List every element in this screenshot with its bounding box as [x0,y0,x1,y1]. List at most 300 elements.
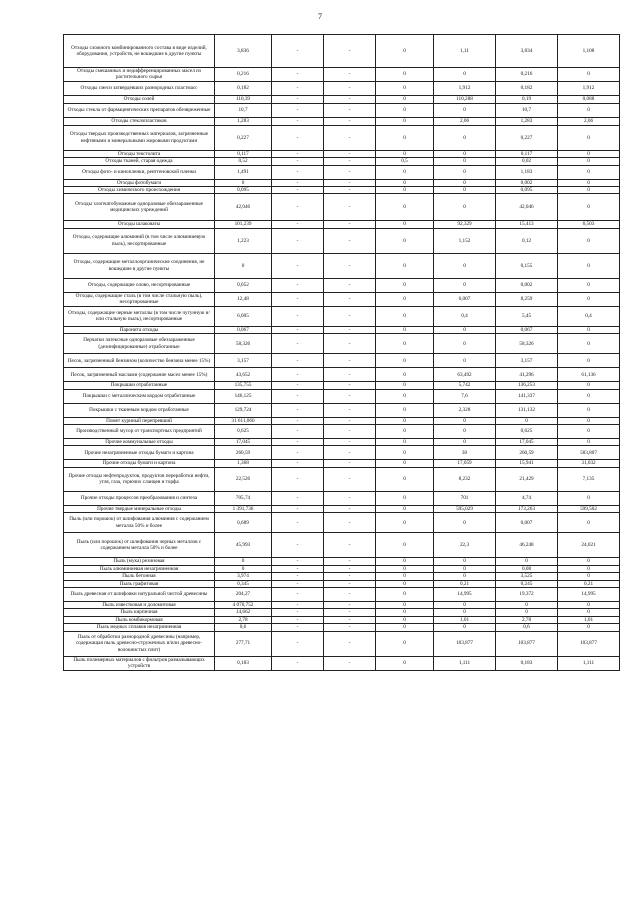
value-col-7-cell: 0 [558,558,620,565]
table-row [64,425,620,439]
value-col-5-cell: 22,3 [434,533,496,558]
table-row [64,580,620,587]
value-col-4-cell: 0 [376,103,434,117]
waste-name-cell: Прочие твердые минеральные отходы [64,505,215,512]
value-col-4-cell: 0 [376,425,434,439]
table-row [64,382,620,389]
value-col-3-cell: - [324,573,376,580]
value-col-4-cell: 0 [376,81,434,95]
table-row [64,292,620,306]
value-col-7-cell: 0 [558,389,620,403]
value-col-3-cell: - [324,150,376,157]
value-col-1-cell: 129,724 [215,403,272,417]
waste-name-cell: Песок, загрязненный бензином (количество бензина менее 15%) [64,354,215,368]
value-col-4-cell: 0 [376,179,434,186]
value-col-1-cell: 0 [215,179,272,186]
table-row [64,467,620,491]
value-col-3-cell: - [324,417,376,424]
value-col-7-cell: 7,135 [558,467,620,491]
value-col-1-cell: 3,836 [215,35,272,68]
waste-name-cell: Отходы тканей, старая одежда [64,158,215,165]
value-col-2-cell: - [272,587,324,601]
value-col-6-cell: 0,12 [496,228,558,253]
value-col-6-cell: 0,095 [496,187,558,194]
waste-name-cell: Пыль графитовая [64,580,215,587]
table-row [64,513,620,533]
value-col-2-cell: - [272,103,324,117]
value-col-7-cell: 0 [558,624,620,631]
value-col-6-cell: 141,337 [496,389,558,403]
value-col-5-cell: 1,11 [434,35,496,68]
value-col-3-cell: - [324,194,376,221]
table-row [64,587,620,601]
value-col-5-cell: 0 [434,158,496,165]
value-col-3-cell: - [324,334,376,354]
value-col-5-cell: 0 [434,565,496,572]
value-col-4-cell: 0 [376,95,434,103]
value-col-7-cell: 0 [558,228,620,253]
value-col-4-cell: 0 [376,403,434,417]
value-col-4-cell: 0 [376,491,434,505]
value-col-4-cell: 0 [376,601,434,608]
value-col-7-cell: 0 [558,125,620,150]
table-row [64,68,620,82]
value-col-1-cell: 101,239 [215,221,272,228]
value-col-2-cell: - [272,334,324,354]
value-col-3-cell: - [324,221,376,228]
value-col-6-cell: 41,296 [496,368,558,382]
value-col-7-cell: 0 [558,150,620,157]
value-col-5-cell: 17,059 [434,460,496,467]
table-row [64,221,620,228]
value-col-6-cell: 15,941 [496,460,558,467]
value-col-7-cell: 0 [558,165,620,179]
value-col-1-cell: 204,27 [215,587,272,601]
value-col-5-cell: 1,912 [434,81,496,95]
value-col-4-cell: 0 [376,228,434,253]
table-row [64,656,620,670]
value-col-3-cell: - [324,95,376,103]
table-row [64,278,620,292]
value-col-4-cell: 0 [376,125,434,150]
value-col-3-cell: - [324,505,376,512]
value-col-1-cell: 0,625 [215,425,272,439]
value-col-4-cell: 0 [376,565,434,572]
value-col-1-cell: 0,227 [215,125,272,150]
value-col-7-cell: 0 [558,292,620,306]
value-col-5-cell: 2,06 [434,117,496,125]
value-col-6-cell: 0,182 [496,81,558,95]
value-col-6-cell: 0,183 [496,656,558,670]
value-col-5-cell: 1,01 [434,616,496,623]
value-col-5-cell: 7,6 [434,389,496,403]
waste-name-cell: Пыль алюминиевая незагрязненная [64,565,215,572]
value-col-4-cell: 0 [376,221,434,228]
value-col-4-cell: 0 [376,467,434,491]
value-col-7-cell: 1,108 [558,35,620,68]
value-col-5-cell: 2,328 [434,403,496,417]
value-col-1-cell: 0,183 [215,656,272,670]
value-col-3-cell: - [324,179,376,186]
value-col-5-cell: 0 [434,425,496,439]
value-col-5-cell: 0 [434,68,496,82]
waste-name-cell: Отходы смеси затвердевших разнородных пластмасс [64,81,215,95]
value-col-7-cell: 0 [558,439,620,446]
value-col-4-cell: 0 [376,68,434,82]
waste-name-cell: Пыль бетонная [64,573,215,580]
value-col-5-cell: 0 [434,103,496,117]
table-row [64,194,620,221]
waste-name-cell: Отходы, содержащие олово, несортированные [64,278,215,292]
value-col-3-cell: - [324,354,376,368]
table-row [64,354,620,368]
value-col-3-cell: - [324,491,376,505]
table-row [64,125,620,150]
waste-name-cell: Отходы сложного комбинированного состава в виде изделий, оборудования, устройств, не вошедшие в другие пункты [64,35,215,68]
value-col-7-cell: 0 [558,187,620,194]
value-col-6-cell: 0 [496,601,558,608]
value-col-1-cell: 0 [215,565,272,572]
value-col-3-cell: - [324,306,376,326]
value-col-2-cell: - [272,505,324,512]
value-col-2-cell: - [272,326,324,333]
value-col-1-cell: 1 391,736 [215,505,272,512]
value-col-2-cell: - [272,228,324,253]
value-col-5-cell: 0 [434,326,496,333]
value-col-6-cell: 0,227 [496,125,558,150]
waste-name-cell: Пыль от обработки разнородной древесины (например, содержащая пыль древесно-стружечных и/или древесно-волокнистых плит) [64,631,215,656]
value-col-1-cell: 12,48 [215,292,272,306]
value-col-3-cell: - [324,616,376,623]
value-col-3-cell: - [324,389,376,403]
value-col-3-cell: - [324,656,376,670]
waste-name-cell: Пыль (мука) резиновая [64,558,215,565]
value-col-7-cell: 14,995 [558,587,620,601]
value-col-3-cell: - [324,253,376,278]
value-col-5-cell: 0 [434,609,496,616]
value-col-4-cell: 0 [376,165,434,179]
value-col-6-cell: 42,046 [496,194,558,221]
value-col-3-cell: - [324,587,376,601]
value-col-1-cell: 0,117 [215,150,272,157]
value-col-3-cell: - [324,425,376,439]
value-col-6-cell: 0,216 [496,68,558,82]
value-col-7-cell: 0 [558,68,620,82]
value-col-6-cell: 3,834 [496,35,558,68]
value-col-6-cell: 0,02 [496,158,558,165]
value-col-3-cell: - [324,558,376,565]
table-row [64,609,620,616]
value-col-6-cell: 173,263 [496,505,558,512]
value-col-4-cell: 0 [376,513,434,533]
value-col-1-cell: 146,125 [215,389,272,403]
table-row [64,326,620,333]
value-col-5-cell: 1,152 [434,228,496,253]
value-col-6-cell: 0,002 [496,179,558,186]
waste-name-cell: Покрышки отработанные [64,382,215,389]
value-col-5-cell: 5,742 [434,382,496,389]
table-row [64,165,620,179]
value-col-4-cell: 0 [376,35,434,68]
value-col-3-cell: - [324,609,376,616]
value-col-5-cell: 0 [434,187,496,194]
value-col-1-cell: 110,39 [215,95,272,103]
value-col-7-cell: 0 [558,491,620,505]
value-col-2-cell: - [272,624,324,631]
value-col-5-cell: 14,995 [434,587,496,601]
waste-name-cell: Прочие незагрязненные отходы бумаги и картона [64,446,215,460]
value-col-4-cell: 0 [376,326,434,333]
table-row [64,565,620,572]
value-col-4-cell: 0 [376,558,434,565]
value-col-5-cell: 595,029 [434,505,496,512]
value-col-3-cell: - [324,35,376,68]
value-col-3-cell: - [324,228,376,253]
value-col-6-cell: 0 [496,609,558,616]
value-col-2-cell: - [272,491,324,505]
value-col-1-cell: 0,182 [215,81,272,95]
value-col-5-cell: 0 [434,354,496,368]
value-col-1-cell: 10,7 [215,103,272,117]
value-col-7-cell: 1,111 [558,656,620,670]
value-col-7-cell: 0 [558,326,620,333]
value-col-5-cell: 110,288 [434,95,496,103]
value-col-4-cell: 0 [376,656,434,670]
value-col-5-cell: 0 [434,439,496,446]
value-col-3-cell: - [324,68,376,82]
value-col-5-cell: 1,111 [434,656,496,670]
value-col-5-cell: 0,4 [434,306,496,326]
waste-name-cell: Помет куриный перепревший [64,417,215,424]
value-col-5-cell: 0 [434,194,496,221]
waste-name-cell: Отходы солей [64,95,215,103]
table-row [64,35,620,68]
value-col-3-cell: - [324,631,376,656]
value-col-2-cell: - [272,631,324,656]
value-col-1-cell: 3,974 [215,573,272,580]
value-col-7-cell: 0,4 [558,306,620,326]
waste-name-cell: Пыль (или порошок) от шлифования алюминия с содержанием металла 50% и более [64,513,215,533]
value-col-1-cell: 17,045 [215,439,272,446]
value-col-1-cell: 3,157 [215,354,272,368]
value-col-7-cell: 61,136 [558,368,620,382]
value-col-4-cell: 0 [376,439,434,446]
value-col-3-cell: - [324,187,376,194]
value-col-4-cell: 0 [376,253,434,278]
value-col-4-cell: 0 [376,194,434,221]
value-col-1-cell: 1,223 [215,228,272,253]
value-col-5-cell: 103,877 [434,631,496,656]
value-col-4-cell: 0 [376,150,434,157]
value-col-7-cell: 0,088 [558,95,620,103]
value-col-3-cell: - [324,158,376,165]
value-col-3-cell: - [324,460,376,467]
value-col-2-cell: - [272,179,324,186]
waste-name-cell: Отходы, содержащие металлоорганические соединения, не вошедшие в другие пункты [64,253,215,278]
value-col-2-cell: - [272,165,324,179]
value-col-7-cell: 0 [558,382,620,389]
value-col-4-cell: 0 [376,382,434,389]
value-col-5-cell: 0 [434,558,496,565]
waste-name-cell: Отходы фото- и кинопленки, рентгеновской пленки [64,165,215,179]
waste-name-cell: Прочие отходы процессов преобразования и синтеза [64,491,215,505]
value-col-1-cell: 43,652 [215,368,272,382]
table-row [64,150,620,157]
value-col-1-cell: 22,526 [215,467,272,491]
value-col-1-cell: 0,067 [215,326,272,333]
value-col-4-cell: 0 [376,446,434,460]
waste-name-cell: Отходы фотобумаги [64,179,215,186]
value-col-6-cell: 58,326 [496,334,558,354]
value-col-3-cell: - [324,292,376,306]
waste-name-cell: Отходы смешанных и недифференцированных масел из растительного сырья [64,68,215,82]
waste-name-cell: Пыль комбикормовая [64,616,215,623]
value-col-3-cell: - [324,580,376,587]
value-col-7-cell: 599,502 [558,505,620,512]
value-col-7-cell: 0 [558,179,620,186]
value-col-6-cell: 0,19 [496,95,558,103]
value-col-7-cell: 0 [558,573,620,580]
waste-name-cell: Пыль (или порошок) от шлифования черных металлов с содержанием металла 50% и более [64,533,215,558]
waste-name-cell: Отходы текстолита [64,150,215,157]
value-col-1-cell: 0,216 [215,68,272,82]
value-col-2-cell: - [272,403,324,417]
value-col-1-cell: 14,662 [215,609,272,616]
value-col-6-cell: 0,002 [496,278,558,292]
waste-name-cell: Покрышки с тканевым кордом отработанные [64,403,215,417]
value-col-6-cell: 0,067 [496,326,558,333]
value-col-2-cell: - [272,125,324,150]
value-col-5-cell: 701 [434,491,496,505]
table-row [64,558,620,565]
value-col-4-cell: 0 [376,417,434,424]
value-col-7-cell: 0,21 [558,580,620,587]
value-col-5-cell: 92,329 [434,221,496,228]
value-col-2-cell: - [272,439,324,446]
waste-name-cell: Отходы хлопчатобумажные одноразовые обеззараженные медицинских учреждений [64,194,215,221]
table-row [64,81,620,95]
table-row [64,533,620,558]
value-col-2-cell: - [272,278,324,292]
table-row [64,187,620,194]
waste-name-cell: Отходы стекла от фармацевтических препаратов обезвреженные [64,103,215,117]
waste-table [63,34,620,671]
value-col-2-cell: - [272,601,324,608]
value-col-7-cell: 24,021 [558,533,620,558]
value-col-7-cell: 0 [558,278,620,292]
value-col-7-cell: 0 [558,609,620,616]
value-col-2-cell: - [272,417,324,424]
table-row [64,117,620,125]
value-col-3-cell: - [324,103,376,117]
value-col-5-cell: 0 [434,417,496,424]
value-col-1-cell: 1,368 [215,460,272,467]
value-col-7-cell: 0 [558,354,620,368]
value-col-6-cell: 0,155 [496,253,558,278]
value-col-5-cell: 6,007 [434,292,496,306]
value-col-1-cell: 6,005 [215,306,272,326]
value-col-6-cell: 4,74 [496,491,558,505]
waste-name-cell: Пыль медных сплавов незагрязненная [64,624,215,631]
value-col-4-cell: 0 [376,354,434,368]
value-col-3-cell: - [324,565,376,572]
waste-name-cell: Перчатки латексные одноразовые обеззараженные (дезинфицированные) отработанные [64,334,215,354]
value-col-1-cell: 0,6 [215,624,272,631]
value-col-1-cell: 0,095 [215,187,272,194]
value-col-4-cell: 0 [376,187,434,194]
value-col-6-cell: 0,245 [496,580,558,587]
value-col-1-cell: 1,491 [215,165,272,179]
value-col-7-cell: 1,912 [558,81,620,95]
value-col-3-cell: - [324,513,376,533]
value-col-6-cell: 0,117 [496,150,558,157]
value-col-4-cell: 0 [376,573,434,580]
value-col-1-cell: 0,052 [215,278,272,292]
table-row [64,95,620,103]
value-col-1-cell: 1,283 [215,117,272,125]
value-col-5-cell: 0 [434,334,496,354]
value-col-3-cell: - [324,125,376,150]
value-col-4-cell: 0 [376,292,434,306]
waste-name-cell: Прочие коммунальные отходы [64,439,215,446]
value-col-5-cell: 30 [434,446,496,460]
value-col-2-cell: - [272,460,324,467]
table-row [64,601,620,608]
table-row [64,158,620,165]
value-col-3-cell: - [324,439,376,446]
value-col-2-cell: - [272,221,324,228]
value-col-7-cell: 0 [558,565,620,572]
value-col-2-cell: - [272,68,324,82]
value-col-7-cell: 0 [558,513,620,533]
waste-name-cell: Производственный мусор от транспортных предприятий [64,425,215,439]
value-col-6-cell: 46,248 [496,533,558,558]
table-row [64,403,620,417]
waste-name-cell: Пыль полимерных материалов с фильтров размалывающих устройств [64,656,215,670]
value-col-7-cell: 2,06 [558,117,620,125]
waste-name-cell: Покрышки с металлическим кордом отработанные [64,389,215,403]
waste-name-cell: Отходы стеклопластиков [64,117,215,125]
value-col-1-cell: 58,326 [215,334,272,354]
value-col-6-cell: 3,157 [496,354,558,368]
value-col-3-cell: - [324,165,376,179]
value-col-7-cell: 0 [558,334,620,354]
value-col-2-cell: - [272,382,324,389]
value-col-2-cell: - [272,425,324,439]
value-col-6-cell: 8,259 [496,292,558,306]
value-col-3-cell: - [324,467,376,491]
table-row [64,228,620,253]
table-row [64,446,620,460]
value-col-2-cell: - [272,389,324,403]
value-col-6-cell: 0,007 [496,513,558,533]
value-col-4-cell: 0 [376,306,434,326]
value-col-3-cell: - [324,601,376,608]
value-col-5-cell: 0 [434,150,496,157]
value-col-2-cell: - [272,656,324,670]
waste-name-cell: Песок, загрязненный маслами (содержание масел менее 15%) [64,368,215,382]
value-col-6-cell: 2,78 [496,616,558,623]
value-col-4-cell: 0 [376,631,434,656]
value-col-1-cell: 260,59 [215,446,272,460]
value-col-7-cell: 0 [558,601,620,608]
value-col-1-cell: 705,74 [215,491,272,505]
table-row [64,103,620,117]
value-col-4-cell: 0 [376,616,434,623]
table-row [64,439,620,446]
value-col-3-cell: - [324,446,376,460]
value-col-5-cell: 0 [434,179,496,186]
